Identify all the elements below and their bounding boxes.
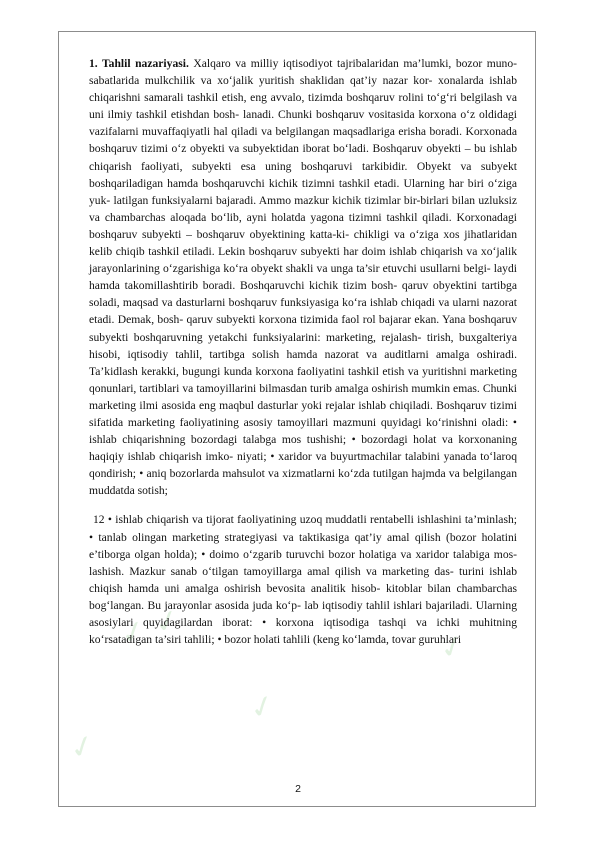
document-body: [89, 55, 517, 648]
watermark-graphic: ✓: [245, 686, 280, 729]
watermark-graphic: ✓ ✓: [116, 601, 185, 654]
section-heading: 1. Tahlil nazariyasi.: [89, 57, 189, 70]
page-number: 2: [295, 783, 301, 795]
paragraph-text: 12 • ishlab chiqarish va tijorat faoliyatining uzoq muddatli rentabelli ishlashini ta’minlash; • tanlab olingan marketing strategiyasi va taktikasiga qat’iy amal qilish (bozor holatini e’tiborga olgan holda); • doimo o‘zgarib turuvchi bozor holatiga va xaridor talabiga mos- lashish. Mazkur sanab o‘tilgan tamoyillarga amal qilish va marketing das- turini ishlab chiqish hamda uni amalga oshirish bevosita analitik hisob- kitoblar bilan chambarchas bog‘langan. Bu jarayonlar asosida juda ko‘p- lab iqtisodiy tahlil ishlari bajariladi. Ularning asosiylari quyidagilardan iborat: • korxona iqtisodiga tashqi va ichki muhitning ko‘rsatadigan ta’siri tahlili; • bozor holati tahlili (keng ko‘lamda, tovar guruhlari: [89, 513, 517, 647]
paragraph-text: Xalqaro va milliy iqtisodiyot tajribalaridan ma’lumki, bozor muno- sabatlarida mulkchilik va xo‘jalik yuritish shaklidan qat’iy nazar kor- xonalarda ishlab chiqarishni samarali tashkil etish, eng avvalo, tizimda boshqaruv rolini to‘g‘ri belgilash va uni ilmiy tashkil etishdan bosh- lanadi. Chunki boshqaruv vositasida korxona o‘z oldidagi vazifalarni muvaffaqiyatli hal qiladi va belgilangan maqsadlariga erisha boradi. Korxonada boshqaruv tizimi o‘z obyekti va subyektidan iborat bo‘ladi. Boshqaruv obyekti – bu ishlab chiqarish faoliyati, subyekti esa uning boshqaruvi tarkibidir. Obyekt va subyekt boshqariladigan hamda boshqaruvchi kichik tizimni tashkil etadi. Ularning har biri o‘ziga yuk- latilgan funksiyalarni bajaradi. Ammo mazkur kichik tizimlar bir-birlari bilan uzluksiz va chambarchas aloqada bo‘lib, ayni holatda yagona tizimni tashkil qiladi. Korxonadagi boshqaruv subyekti – boshqaruv obyektining katta-ki- chikligi va o‘ziga xos jihatlaridan kelib chiqib tashkil etiladi. Lekin boshqaruv subyekti har doim ishlab chiqarish va xo‘jalik jarayonlarining o‘zgarishiga ko‘ra obyekt shakli va unga ta’sir etuvchi usullarni belgi- laydi hamda takomillashtirib boradi. Boshqaruvchi kichik tizim bosh- qaruv obyektini tartibga soladi, maqsad va dasturlarni boshqaruv funksiyasiga ko‘ra ishlab chiqadi va ularni nazorat etadi. Demak, bosh- qaruv subyekti korxona tizimida faol rol bajarar ekan. Yana boshqaruv subyekti boshqaruvning yetakchi funksiyalarini: marketing, rejalash- tirish, buxgalteriya hisobi, iqtisodiy tahlil, tartibga solish hamda nazorat va auditlarni amalga oshiradi. Ta’kidlash kerakki, bugungi kunda korxona faoliyatini tashkil etish va yuritishni marketing qonunlari, tartiblari va tamoyillarini bilmasdan turib amalga oshirish mumkin emas. Chunki marketing ilmi asosida eng maqbul dasturlar yoki rejalar ishlab chiqiladi. Boshqaruv tizimi sifatida marketing faoliyatining asosiy tamoyillari mazmuni quyidagi ko‘rinishni oladi: • ishlab chiqarishning bozordagi talabga mos tushishi; • bozordagi holat va korxonaning haqiqiy ishlab chiqarish imko- niyati; • xaridor va buyurtmachilar talabini yanada to‘laroq qondirish; • aniq bozorlarda mahsulot va xizmatlarni ko‘zda tutilgan hajmda va belgilangan muddatda sotish;: [89, 57, 518, 498]
paragraph-theory: [89, 55, 517, 499]
paragraph-principles: [89, 511, 517, 648]
watermark-graphic: ✓: [65, 726, 100, 769]
watermark-graphic: ✓: [435, 626, 470, 669]
